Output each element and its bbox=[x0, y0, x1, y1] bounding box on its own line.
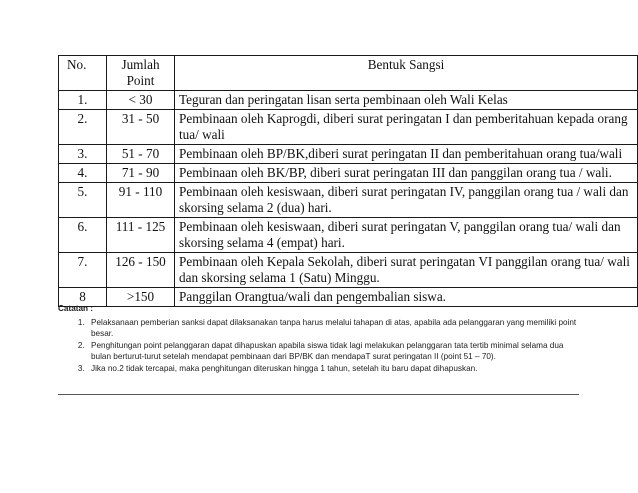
row-number: 5. bbox=[59, 183, 107, 218]
table-row bbox=[59, 253, 638, 288]
table-row bbox=[59, 164, 638, 183]
table-row bbox=[59, 218, 638, 253]
note-item: 3. Jika no.2 tidak tercapai, maka penghitungan diteruskan hingga 1 tahun, setelah itu baru dapat dihapuskan. bbox=[87, 363, 578, 374]
row-points: 51 - 70 bbox=[107, 145, 175, 164]
table-row bbox=[59, 91, 638, 110]
table-row bbox=[59, 145, 638, 164]
header-no: No. bbox=[59, 56, 107, 91]
row-sanction: Teguran dan peringatan lisan serta pembinaan oleh Wali Kelas bbox=[175, 91, 638, 110]
row-points: >150 bbox=[107, 288, 175, 307]
row-points: 91 - 110 bbox=[107, 183, 175, 218]
row-sanction: Pembinaan oleh Kaprogdi, diberi surat peringatan I dan pemberitahuan kepada orang tua/ wali bbox=[175, 110, 638, 145]
row-points: 31 - 50 bbox=[107, 110, 175, 145]
row-number: 2. bbox=[59, 110, 107, 145]
note-item: 1. Pelaksanaan pemberian sanksi dapat dilaksanakan tanpa harus melalui tahapan di atas, apabila ada pelanggaran yang memiliki point besar. bbox=[87, 317, 578, 339]
row-points: 71 - 90 bbox=[107, 164, 175, 183]
row-number: 8 bbox=[59, 288, 107, 307]
header-sanction: Bentuk Sangsi bbox=[175, 56, 638, 91]
row-points: 126 - 150 bbox=[107, 253, 175, 288]
row-points: 111 - 125 bbox=[107, 218, 175, 253]
row-number: 1. bbox=[59, 91, 107, 110]
row-sanction: Pembinaan oleh BK/BP, diberi surat peringatan III dan panggilan orang tua / wali. bbox=[175, 164, 638, 183]
row-points: < 30 bbox=[107, 91, 175, 110]
row-sanction: Pembinaan oleh kesiswaan, diberi surat peringatan IV, panggilan orang tua / wali dan skorsing selama 2 (dua) hari. bbox=[175, 183, 638, 218]
row-number: 4. bbox=[59, 164, 107, 183]
sanction-table bbox=[58, 55, 638, 307]
table-header-row bbox=[59, 56, 638, 91]
notes-list bbox=[58, 317, 578, 374]
footer-divider bbox=[58, 394, 579, 395]
row-number: 6. bbox=[59, 218, 107, 253]
table-row bbox=[59, 183, 638, 218]
table-row bbox=[59, 110, 638, 145]
row-sanction: Pembinaan oleh Kepala Sekolah, diberi surat peringatan VI panggilan orang tua/ wali dan skorsing selama 1 (Satu) Minggu. bbox=[175, 253, 638, 288]
row-sanction: Pembinaan oleh kesiswaan, diberi surat peringatan V, panggilan orang tua/ wali dan skorsing selama 4 (empat) hari. bbox=[175, 218, 638, 253]
note-item: 2. Penghitungan point pelanggaran dapat dihapuskan apabila siswa tidak lagi melakukan pelanggaran tata tertib minimal selama dua bulan berturut-turut setelah mendapat pembinaan dari BP/BK dan mendapaT surat peringatan II (point 51 – 70). bbox=[87, 340, 578, 362]
notes-section bbox=[58, 303, 578, 375]
row-sanction: Pembinaan oleh BP/BK,diberi surat peringatan II dan pemberitahuan orang tua/wali bbox=[175, 145, 638, 164]
row-number: 3. bbox=[59, 145, 107, 164]
row-number: 7. bbox=[59, 253, 107, 288]
header-points: Jumlah Point bbox=[107, 56, 175, 91]
row-sanction: Panggilan Orangtua/wali dan pengembalian siswa. bbox=[175, 288, 638, 307]
notes-title: Catatan : bbox=[58, 304, 94, 313]
